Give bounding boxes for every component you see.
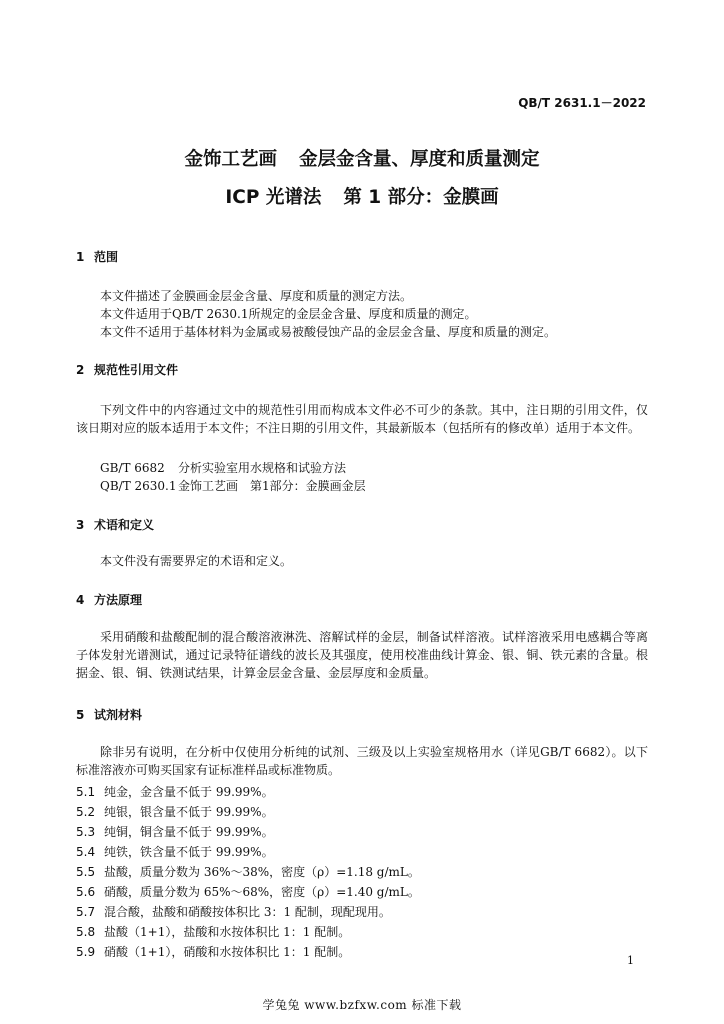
title-method: ICP 光谱法 <box>225 187 322 208</box>
references-intro: 下列文件中的内容通过文中的规范性引用而构成本文件必不可少的条款。其中，注日期的引用文件，仅该日期对应的版本适用于本文件；不注日期的引用文件，其最新版本（包括所有的修改单）适用于本文件。 <box>76 403 648 435</box>
reagent-item: 5.7 混合酸，盐酸和硝酸按体积比 3：1 配制，现配现用。 <box>76 905 391 919</box>
watermark-footer: 学兔兔 www.bzfxw.com 标准下载 <box>262 998 462 1012</box>
reference-item: QB/T 2630.1金饰工艺画 第1部分：金膜画金层 <box>100 479 366 493</box>
title-part: 第 1 部分：金膜画 <box>343 187 499 208</box>
section-heading-reagents: 5 试剂材料 <box>76 708 143 722</box>
reagent-item: 5.2 纯银，银含量不低于 99.99%。 <box>76 805 274 819</box>
reagent-item: 5.6 硝酸，质量分数为 65%～68%，密度（ρ）=1.40 g/mL。 <box>76 885 420 899</box>
scope-paragraph-3: 本文件不适用于基体材料为金属或易被酸侵蚀产品的金层金含量、厚度和质量的测定。 <box>100 325 557 339</box>
document-title-line-1 <box>0 145 724 171</box>
page-number: 1 <box>627 954 634 967</box>
document-title-line-2 <box>0 183 724 209</box>
reagent-item: 5.8 盐酸（1+1），盐酸和水按体积比 1：1 配制。 <box>76 925 351 939</box>
title-main: 金饰工艺画 <box>184 149 277 170</box>
scope-paragraph-1: 本文件描述了金膜画金层金含量、厚度和质量的测定方法。 <box>100 289 413 303</box>
reagent-item: 5.3 纯铜，铜含量不低于 99.99%。 <box>76 825 274 839</box>
section-heading-terms: 3 术语和定义 <box>76 518 155 532</box>
standard-code: QB/T 2631.1－2022 <box>518 96 646 110</box>
reference-item: GB/T 6682 分析实验室用水规格和试验方法 <box>100 461 347 475</box>
reagent-item: 5.1 纯金，金含量不低于 99.99%。 <box>76 785 274 799</box>
reagent-item: 5.5 盐酸，质量分数为 36%～38%，密度（ρ）=1.18 g/mL。 <box>76 865 420 879</box>
section-heading-principle: 4 方法原理 <box>76 593 143 607</box>
reagent-item: 5.9 硝酸（1+1），硝酸和水按体积比 1：1 配制。 <box>76 945 351 959</box>
scope-paragraph-2: 本文件适用于QB/T 2630.1所规定的金层金含量、厚度和质量的测定。 <box>100 307 477 321</box>
principle-paragraph: 采用硝酸和盐酸配制的混合酸溶液淋洗、溶解试样的金层，制备试样溶液。试样溶液采用电感耦合等离子体发射光谱测试，通过记录特征谱线的波长及其强度，使用校准曲线计算金、银、铜、铁元素的含量。根据金、银、铜、铁测试结果，计算金层金含量、金层厚度和金质量。 <box>76 630 648 680</box>
section-heading-normative-references: 2 规范性引用文件 <box>76 363 179 377</box>
reagent-item: 5.4 纯铁，铁含量不低于 99.99%。 <box>76 845 274 859</box>
title-sub: 金层金含量、厚度和质量测定 <box>299 149 540 170</box>
reagents-intro: 除非另有说明，在分析中仅使用分析纯的试剂、三级及以上实验室规格用水（详见GB/T 6682）。以下标准溶液亦可购买国家有证标准样品或标准物质。 <box>76 745 648 777</box>
terms-paragraph: 本文件没有需要界定的术语和定义。 <box>100 554 293 568</box>
section-heading-scope: 1 范围 <box>76 250 119 264</box>
